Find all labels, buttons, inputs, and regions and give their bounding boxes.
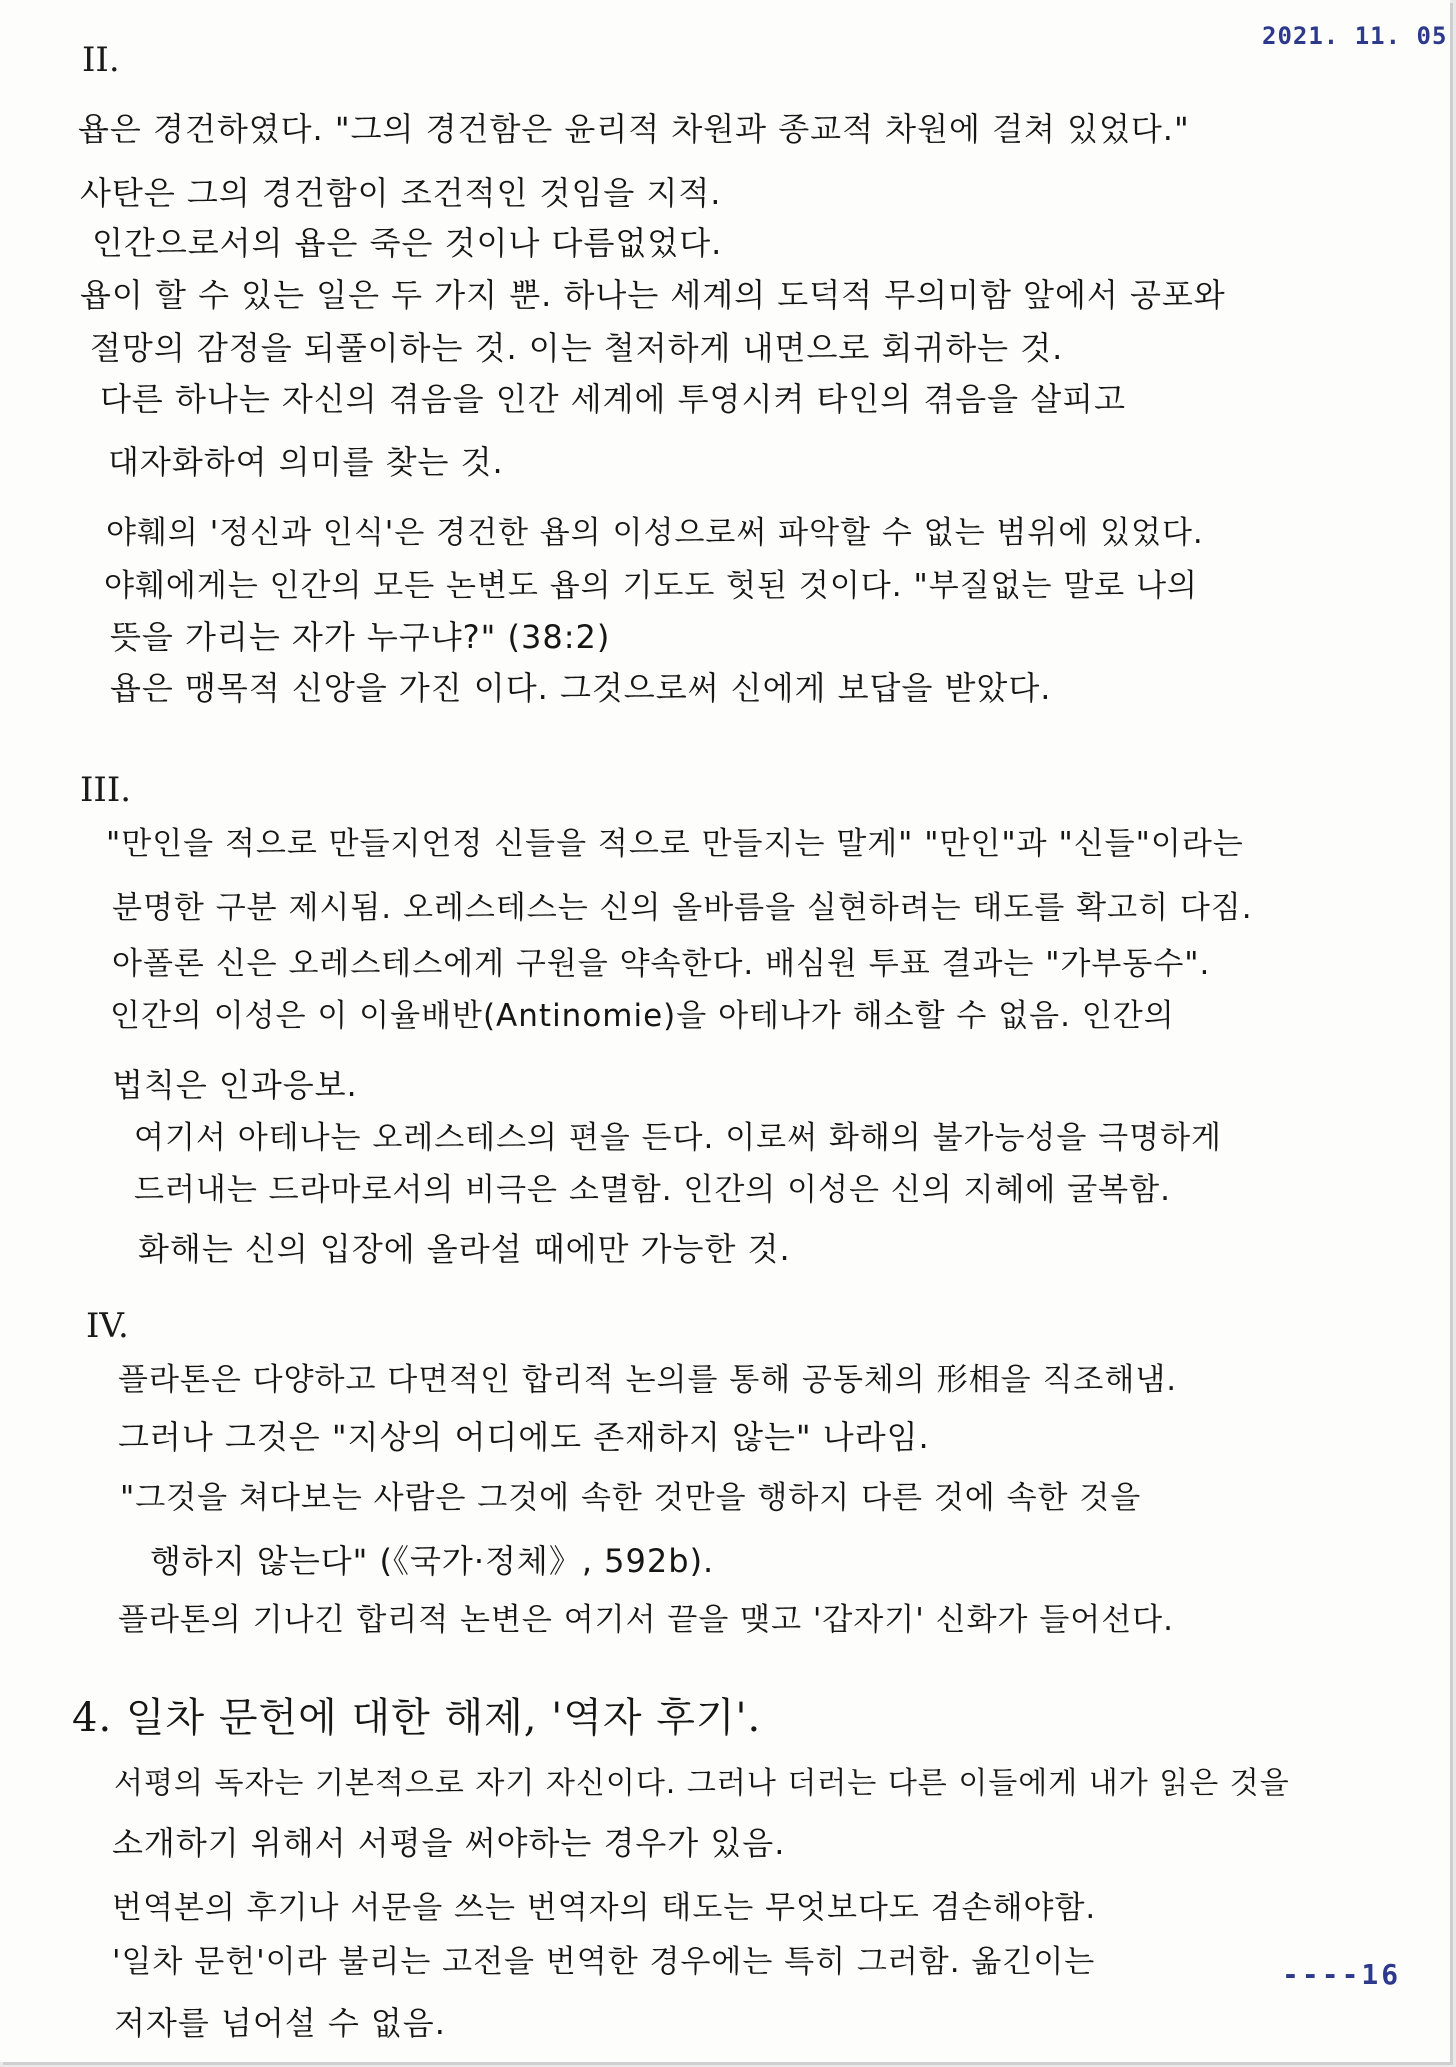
section-heading-2: II. — [82, 40, 120, 80]
text-line: 인간의 이성은 이 이율배반(Antinomie)을 아테나가 해소할 수 없음. 인간의 — [110, 998, 1175, 1034]
text-line: 욥이 할 수 있는 일은 두 가지 뿐. 하나는 세계의 도덕적 무의미함 앞에서 공포와 — [80, 276, 1226, 314]
text-line: 대자화하여 의미를 찾는 것. — [108, 443, 504, 481]
text-line: "만인을 적으로 만들지언정 신들을 적으로 만들지는 말게" "만인"과 "신들"이라는 — [106, 826, 1244, 862]
text-line: 아폴론 신은 오레스테스에게 구원을 약속한다. 배심원 투표 결과는 "가부동수". — [112, 946, 1211, 982]
text-line: 화해는 신의 입장에 올라설 때에만 가능한 것. — [138, 1230, 791, 1268]
text-line: 저자를 넘어설 수 없음. — [114, 2004, 446, 2042]
text-line: 야훼에게는 인간의 모든 논변도 욥의 기도도 헛된 것이다. "부질없는 말로 나의 — [104, 568, 1198, 604]
section-heading-4: IV. — [86, 1306, 129, 1346]
text-line: 욥은 경건하였다. "그의 경건함은 윤리적 차원과 종교적 차원에 걸쳐 있었다." — [78, 110, 1190, 148]
text-line: 분명한 구분 제시됨. 오레스테스는 신의 올바름을 실현하려는 태도를 확고히 다짐. — [112, 890, 1253, 926]
date-stamp: 2021. 11. 05 — [1262, 22, 1448, 50]
text-line: '일차 문헌'이라 불리는 고전을 번역한 경우에는 특히 그러함. 옮긴이는 — [112, 1944, 1096, 1980]
text-line: 절망의 감정을 되풀이하는 것. 이는 철저하게 내면으로 회귀하는 것. — [90, 329, 1064, 367]
text-line: 욥은 맹목적 신앙을 가진 이다. 그것으로써 신에게 보답을 받았다. — [110, 669, 1052, 707]
text-line: 야훼의 '정신과 인식'은 경건한 욥의 이성으로써 파악할 수 없는 범위에 있었다. — [106, 515, 1204, 551]
text-line: 플라톤은 다양하고 다면적인 합리적 논의를 통해 공동체의 形相을 직조해냄. — [118, 1362, 1178, 1398]
text-line: 사탄은 그의 경건함이 조건적인 것임을 지적. — [80, 174, 722, 212]
text-line: 다른 하나는 자신의 겪음을 인간 세계에 투영시켜 타인의 겪음을 살피고 — [100, 380, 1126, 418]
section-heading-review: 4. 일차 문헌에 대한 해제, '역자 후기'. — [72, 1695, 762, 1741]
section-heading-3: III. — [80, 770, 132, 810]
text-line: 뜻을 가리는 자가 누구냐?" (38:2) — [110, 618, 611, 656]
text-line: 행하지 않는다" (《국가·정체》, 592b). — [150, 1542, 715, 1580]
text-line: 서평의 독자는 기본적으로 자기 자신이다. 그러나 더러는 다른 이들에게 내가 읽은 것을 — [114, 1766, 1290, 1801]
text-line: "그것을 쳐다보는 사람은 그것에 속한 것만을 행하지 다른 것에 속한 것을 — [120, 1480, 1142, 1516]
page-number: ----16 — [1282, 1958, 1402, 1991]
text-line: 플라톤의 기나긴 합리적 논변은 여기서 끝을 맺고 '갑자기' 신화가 들어선다. — [118, 1602, 1174, 1638]
text-line: 드러내는 드라마로서의 비극은 소멸함. 인간의 이성은 신의 지혜에 굴복함. — [134, 1172, 1171, 1208]
text-line: 법칙은 인과응보. — [112, 1066, 358, 1104]
text-line: 소개하기 위해서 서평을 써야하는 경우가 있음. — [112, 1824, 786, 1862]
text-line: 여기서 아테나는 오레스테스의 편을 든다. 이로써 화해의 불가능성을 극명하게 — [134, 1120, 1222, 1156]
text-line: 인간으로서의 욥은 죽은 것이나 다름없었다. — [92, 224, 723, 262]
text-line: 그러나 그것은 "지상의 어디에도 존재하지 않는" 나라임. — [118, 1418, 930, 1456]
text-line: 번역본의 후기나 서문을 쓰는 번역자의 태도는 무엇보다도 겸손해야함. — [112, 1890, 1097, 1926]
